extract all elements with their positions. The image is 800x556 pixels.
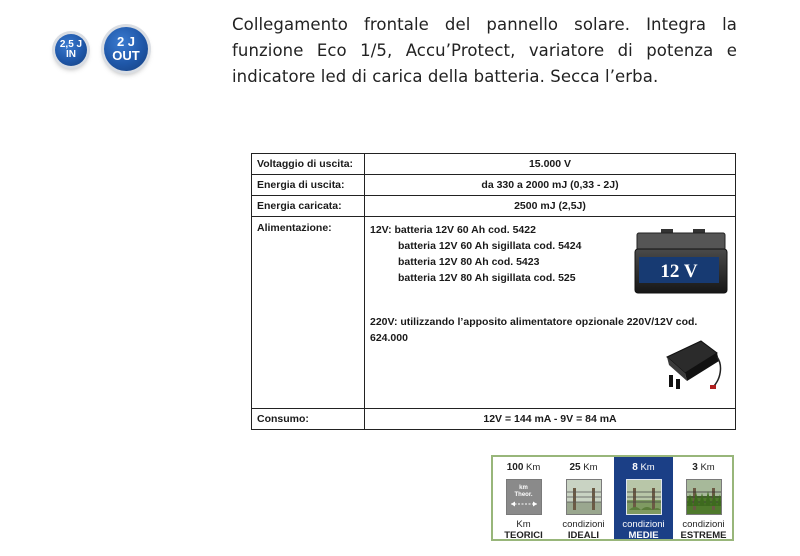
- power-line-12v: 12V: batteria 12V 60 Ah cod. 5422: [370, 224, 536, 236]
- table-row: [252, 217, 736, 409]
- double-arrow-icon: [510, 501, 538, 507]
- consumption-label: Consumo:: [252, 409, 365, 430]
- range-panel: [491, 455, 734, 541]
- range-cell-theoretical: [494, 457, 553, 539]
- table-row: [252, 175, 736, 196]
- consumption-value: 12V = 144 mA - 9V = 84 mA: [365, 409, 736, 430]
- range-km-value: 8: [632, 462, 638, 473]
- range-line2: TEORICI: [504, 530, 543, 541]
- theoretical-km-icon: [506, 479, 542, 515]
- range-line2: IDEALI: [567, 530, 600, 541]
- range-line1: condizioni: [682, 519, 725, 530]
- battery-label: 12 V: [660, 261, 698, 282]
- range-line1: condizioni: [622, 519, 665, 530]
- energy-out-label: OUT: [112, 48, 140, 63]
- power-supply-label: Alimentazione:: [252, 217, 365, 409]
- energy-out-value: 2 J: [116, 34, 136, 50]
- range-cell-average: [614, 457, 673, 539]
- table-row: [252, 154, 736, 175]
- battery-image: [631, 227, 731, 297]
- range-km-unit: Km: [700, 462, 715, 473]
- icon-text: Theor.: [514, 492, 533, 498]
- table-row: [252, 409, 736, 430]
- range-km-unit: Km: [640, 462, 655, 473]
- power-line-220v: 220V: utilizzando l’apposito alimentatore opzionale 220V/12V cod. 624.000: [370, 316, 698, 344]
- energy-out-badge: [104, 27, 148, 71]
- range-line1: condizioni: [562, 519, 605, 530]
- energy-in-value: 2,5 J: [59, 38, 83, 50]
- range-line2: ESTREME: [680, 530, 727, 541]
- energy-in-label: IN: [66, 49, 76, 60]
- range-cell-ideal: [554, 457, 613, 539]
- power-supply-value: [365, 217, 736, 409]
- power-line: batteria 12V 80 Ah cod. 5423: [398, 256, 540, 268]
- range-cell-extreme: [674, 457, 733, 539]
- icon-text: km: [519, 485, 528, 491]
- range-km-value: 25: [569, 462, 581, 473]
- table-row: [252, 196, 736, 217]
- fence-ideal-icon: [566, 479, 602, 515]
- product-description: Collegamento frontale del pannello solare. Integra la funzione Eco 1/5, Accu’Protect, variatore di potenza e indicatore led di carica della batteria. Secca l’erba.: [232, 15, 737, 86]
- output-energy-value: da 330 a 2000 mJ (0,33 - 2J): [365, 175, 736, 196]
- power-line: batteria 12V 60 Ah sigillata cod. 5424: [398, 240, 582, 252]
- output-voltage-label: Voltaggio di uscita:: [252, 154, 365, 175]
- charger-image: [661, 335, 725, 391]
- range-km-value: 3: [692, 462, 698, 473]
- range-km-unit: Km: [526, 462, 541, 473]
- charged-energy-label: Energia caricata:: [252, 196, 365, 217]
- fence-extreme-icon: [686, 479, 722, 515]
- charged-energy-value: 2500 mJ (2,5J): [365, 196, 736, 217]
- power-line: batteria 12V 80 Ah sigillata cod. 525: [398, 272, 576, 284]
- energy-in-badge: [55, 34, 87, 66]
- output-voltage-value: 15.000 V: [365, 154, 736, 175]
- spec-table: [251, 153, 736, 430]
- range-line2: MEDIE: [628, 530, 659, 541]
- range-km-value: 100: [506, 462, 524, 473]
- range-line1: Km: [516, 519, 531, 530]
- fence-average-icon: [626, 479, 662, 515]
- range-km-unit: Km: [583, 462, 598, 473]
- output-energy-label: Energia di uscita:: [252, 175, 365, 196]
